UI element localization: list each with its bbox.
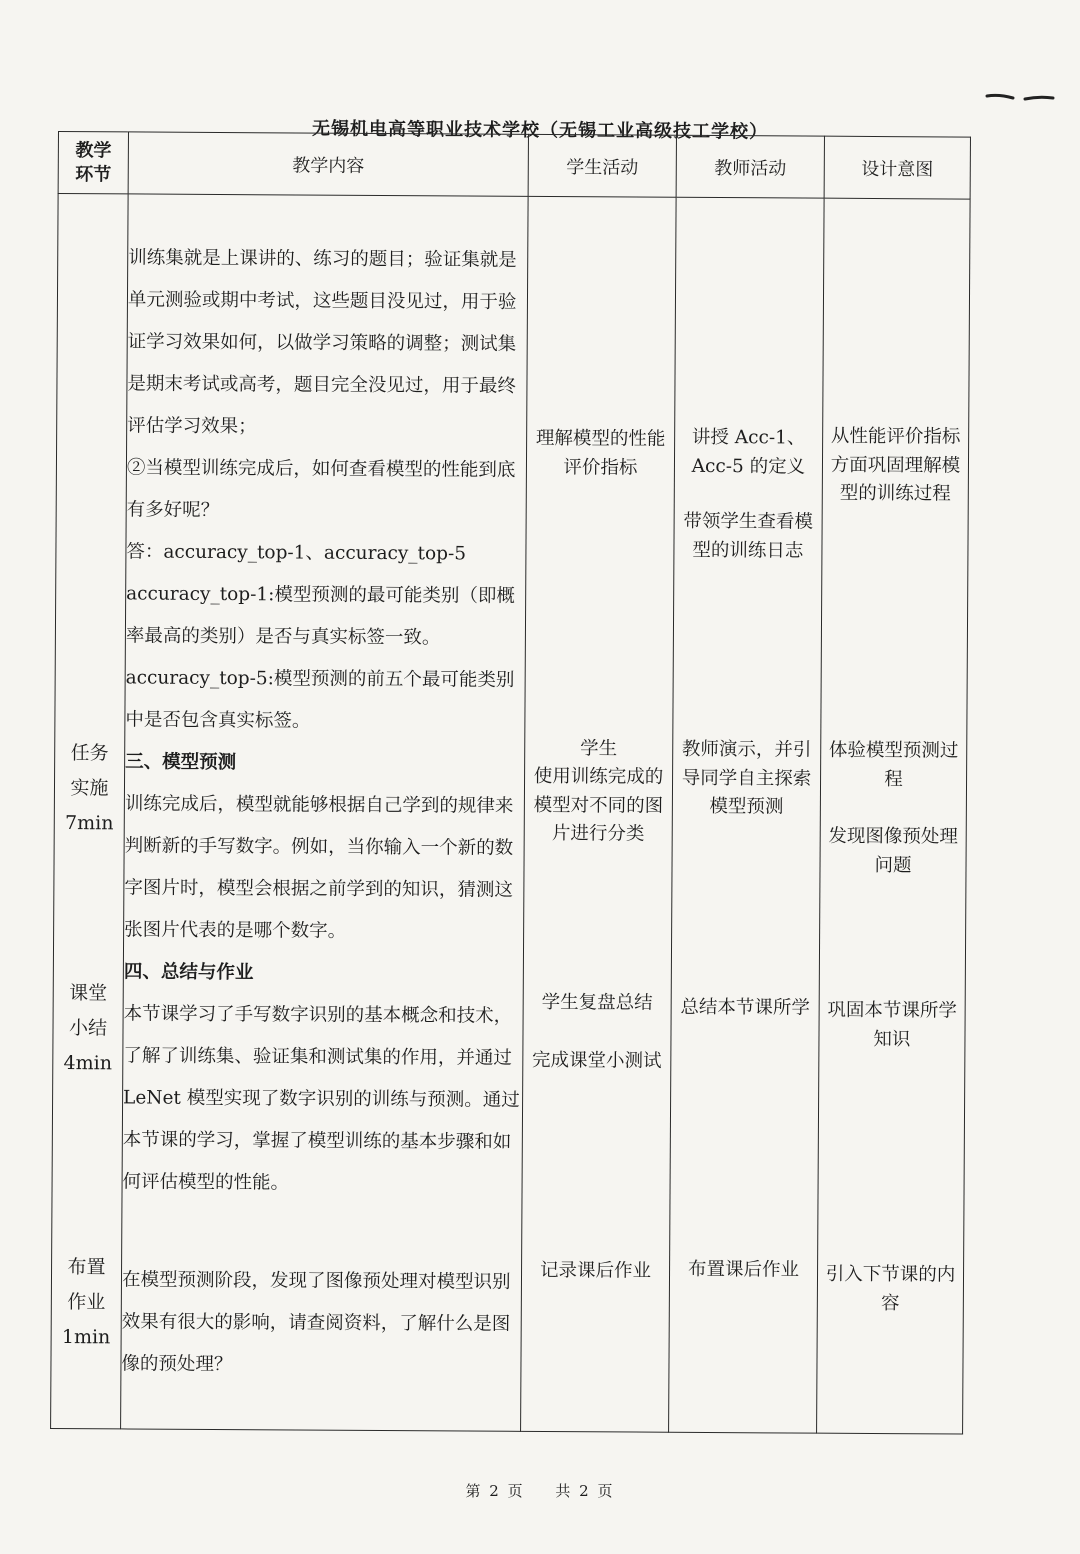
stage-summary-line2: 小结	[68, 1017, 108, 1040]
student-quiz: 完成课堂小测试	[532, 1049, 662, 1072]
intent-preprocess: 发现图像预处理问题	[828, 825, 959, 876]
teacher-column	[669, 197, 825, 1433]
stage-homework	[52, 1250, 122, 1355]
content-paragraph: 训练集就是上课讲的、练习的题目；验证集就是单元测验或期中考试，这些题目没见过，用于验证学习效果如何，以做学习策略的调整；测试集是期末考试或高考，题目完全没见过，用于最终评估学习效果；	[127, 247, 517, 438]
student-predict-label: 学生	[580, 738, 618, 760]
teacher-metric: 讲授 Acc-1、Acc-5 的定义	[691, 426, 806, 478]
stage-homework-line2: 作业	[67, 1291, 106, 1314]
intent-metric: 从性能评价指标方面巩固理解模型的训练过程	[830, 425, 961, 505]
header-intent: 设计意图	[824, 136, 970, 199]
intent-summary: 巩固本节课所学知识	[827, 999, 957, 1050]
page-footer	[0, 1480, 1080, 1501]
teacher-log: 带领学生查看模型的训练日志	[683, 510, 813, 562]
stage-task	[55, 736, 125, 841]
student-homework: 记录课后作业	[539, 1259, 652, 1282]
school-title: 无锡机电高等职业技术学校（无锡工业高级技工学校）	[311, 118, 769, 143]
section3-title: 三、模型预测	[125, 751, 237, 774]
header-content: 教学内容	[128, 132, 528, 196]
header-stage	[58, 132, 128, 194]
page-total: 共 2 页	[555, 1482, 615, 1500]
header-stage-line1: 教学	[75, 139, 112, 161]
header-student: 学生活动	[528, 134, 676, 197]
section4-title: 四、总结与作业	[123, 961, 254, 984]
stage-task-line1: 任务	[70, 742, 109, 765]
stage-summary	[53, 976, 123, 1081]
section4-text: 本节课学习了手写数字识别的基本概念和技术，了解了训练集、验证集和测试集的作用，并通过 LeNet 模型实现了数字识别的训练与预测。通过本节课的学习，掌握了模型训练的基本步骤和如何评估模型的性能。	[122, 1003, 520, 1194]
intent-column	[817, 198, 971, 1434]
student-metric: 理解模型的性能评价指标	[535, 427, 666, 479]
lesson-plan-table	[50, 131, 971, 1435]
content-column	[121, 194, 529, 1431]
stage-task-line2: 实施	[70, 777, 109, 800]
content-paragraph: accuracy_top-1:模型预测的最可能类别（即概率最高的类别）是否与真实标签一致。	[125, 583, 516, 649]
content-paragraph: 答：accuracy_top-1、accuracy_top-5	[126, 541, 467, 565]
student-summary: 学生复盘总结	[541, 991, 653, 1014]
table-header-row	[58, 132, 970, 200]
teacher-summary: 总结本节课所学	[680, 996, 810, 1019]
scan-mark-icon	[985, 92, 1055, 102]
homework-text: 在模型预测阶段，发现了图像预处理对模型识别效果有很大的影响，请查阅资料，了解什么是图像的预处理？	[121, 1269, 511, 1376]
section3-text: 训练完成后，模型就能够根据自己学到的规律来判断新的手写数字。例如，当你输入一个新的数字图片时，模型会根据之前学到的知识，猜测这张图片代表的是哪个数字。	[124, 793, 514, 942]
stage-summary-line1: 课堂	[69, 982, 108, 1005]
student-predict: 使用训练完成的模型对不同的图片进行分类	[533, 765, 664, 845]
teacher-predict: 教师演示，并引导同学自主探索模型预测	[681, 738, 812, 818]
stage-homework-line1: 布置	[67, 1256, 106, 1279]
table-body-row	[51, 194, 971, 1435]
page-number: 第 2 页	[465, 1482, 525, 1500]
content-paragraph: ②当模型训练完成后，如何查看模型的性能到底有多好呢？	[126, 457, 516, 521]
header-stage-line2: 环节	[75, 163, 112, 185]
intent-predict: 体验模型预测过程	[828, 739, 959, 790]
stage-task-line3: 7min	[64, 812, 114, 835]
content-paragraph: accuracy_top-5:模型预测的前五个最可能类别中是否包含真实标签。	[125, 667, 515, 732]
student-column	[521, 196, 677, 1432]
teacher-homework: 布置课后作业	[687, 1258, 800, 1281]
stage-homework-line3: 1min	[61, 1326, 111, 1349]
stage-summary-line3: 4min	[63, 1052, 113, 1075]
header-teacher: 教师活动	[676, 135, 824, 198]
stage-column	[51, 194, 129, 1429]
intent-homework: 引入下节课的内容	[825, 1263, 956, 1314]
